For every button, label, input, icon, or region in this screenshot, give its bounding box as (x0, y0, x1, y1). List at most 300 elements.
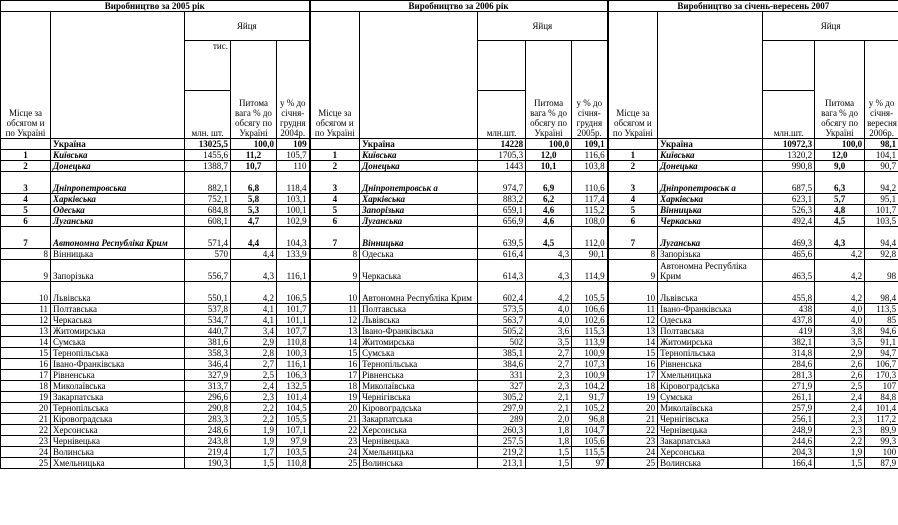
region-cell: Рівненська (360, 370, 478, 381)
share-cell: 12,0 (526, 150, 572, 161)
percent-cell: 113,9 (572, 337, 608, 348)
rank-cell: 1 (310, 150, 360, 161)
production-cell: 281,3 (763, 370, 815, 381)
production-cell: 283,3 (185, 414, 231, 425)
share-cell: 2,3 (526, 370, 572, 381)
region-cell: Закарпатська (658, 436, 763, 447)
percent-cell: 104,5 (277, 403, 310, 414)
thousand-label-2005: тис. (185, 41, 231, 91)
production-cell: 882,1 (185, 172, 231, 194)
share-cell: 1,5 (526, 447, 572, 458)
production-cell: 257,5 (478, 436, 526, 447)
region-cell: Україна (658, 139, 763, 150)
production-cell: 990,8 (763, 161, 815, 172)
rank-cell: 15 (1, 348, 51, 359)
rank-header-2007: Місце за обсягом и по Україні (608, 12, 658, 139)
production-cell: 248,9 (763, 425, 815, 436)
table-row (1, 337, 898, 348)
share-cell: 4,2 (815, 260, 865, 282)
percent-cell: 115,2 (572, 205, 608, 216)
share-header-2007: Питома вага % до обсягу по Україні (815, 41, 865, 139)
percent-cell: 92,8 (865, 249, 898, 260)
share-cell: 3,5 (815, 337, 865, 348)
share-cell: 12,0 (815, 150, 865, 161)
share-cell: 4,4 (231, 249, 277, 260)
percent-cell: 102,6 (572, 315, 608, 326)
share-cell: 4,6 (526, 205, 572, 216)
production-cell: 465,6 (763, 249, 815, 260)
rank-cell: 3 (1, 172, 51, 194)
production-cell: 296,6 (185, 392, 231, 403)
region-cell: Черкаська (360, 260, 478, 282)
percent-cell: 101,1 (277, 315, 310, 326)
share-cell: 4,1 (231, 304, 277, 315)
percent-cell: 110,8 (277, 458, 310, 469)
percent-cell: 98 (865, 260, 898, 282)
percent-cell: 97,9 (277, 436, 310, 447)
region-cell: Чернігівська (360, 392, 478, 403)
region-cell: Кіровоградська (51, 414, 185, 425)
share-cell: 5,3 (231, 205, 277, 216)
region-cell: Закарпатська (51, 392, 185, 403)
rank-cell: 5 (608, 205, 658, 216)
production-cell: 257,9 (763, 403, 815, 414)
table-row (1, 139, 898, 150)
percent-cell: 103,5 (865, 216, 898, 227)
share-cell: 1,8 (526, 425, 572, 436)
rank-cell: 10 (608, 282, 658, 304)
rank-cell: 14 (608, 337, 658, 348)
production-cell: 14228 (478, 139, 526, 150)
region-cell: Тернопільська (360, 359, 478, 370)
production-cell: 385,1 (478, 348, 526, 359)
rank-cell: 3 (310, 172, 360, 194)
percent-cell: 96,8 (572, 414, 608, 425)
table-row (1, 227, 898, 249)
production-cell: 166,4 (763, 458, 815, 469)
table-row (1, 381, 898, 392)
production-cell: 556,7 (185, 260, 231, 282)
share-cell: 2,4 (231, 381, 277, 392)
rank-cell: 21 (1, 414, 51, 425)
rank-cell: 8 (1, 249, 51, 260)
rank-cell: 6 (1, 216, 51, 227)
table-row (1, 458, 898, 469)
section-title-2005: Виробництво за 2005 рік (1, 1, 310, 12)
production-cell: 526,3 (763, 205, 815, 216)
rank-cell (310, 139, 360, 150)
rank-cell: 16 (1, 359, 51, 370)
production-cell: 313,7 (185, 381, 231, 392)
share-cell: 4,0 (526, 315, 572, 326)
region-cell: Миколаївська (360, 381, 478, 392)
region-cell: Дніпропетровськ а (360, 172, 478, 194)
rank-cell: 13 (1, 326, 51, 337)
percent-cell: 90,1 (572, 249, 608, 260)
rank-cell: 7 (310, 227, 360, 249)
table-row (1, 205, 898, 216)
percent-cell: 100,3 (277, 348, 310, 359)
production-cell: 752,1 (185, 194, 231, 205)
share-cell: 4,6 (526, 216, 572, 227)
rank-cell: 14 (310, 337, 360, 348)
rank-cell: 16 (310, 359, 360, 370)
region-cell: Тернопільська (51, 403, 185, 414)
percent-cell: 104,1 (865, 150, 898, 161)
percent-cell: 113,5 (865, 304, 898, 315)
region-cell: Донецька (51, 161, 185, 172)
rank-cell: 11 (1, 304, 51, 315)
share-cell: 4,3 (815, 227, 865, 249)
rank-cell: 16 (608, 359, 658, 370)
rank-cell: 19 (1, 392, 51, 403)
production-cell: 616,4 (478, 249, 526, 260)
table-row (1, 392, 898, 403)
production-cell: 437,8 (763, 315, 815, 326)
share-cell: 4,0 (815, 304, 865, 315)
region-cell: Київська (658, 150, 763, 161)
rank-cell: 19 (608, 392, 658, 403)
rank-cell: 18 (310, 381, 360, 392)
rank-cell: 11 (310, 304, 360, 315)
rank-cell: 20 (1, 403, 51, 414)
percent-cell: 105,2 (572, 403, 608, 414)
region-cell: Харківська (51, 194, 185, 205)
region-cell: Дніпропетровськ а (658, 172, 763, 194)
percent-cell: 91,7 (572, 392, 608, 403)
production-cell: 502 (478, 337, 526, 348)
percent-cell: 110,8 (277, 337, 310, 348)
region-cell: Волинська (360, 458, 478, 469)
production-cell: 243,8 (185, 436, 231, 447)
share-cell: 2,3 (526, 381, 572, 392)
production-cell: 639,5 (478, 227, 526, 249)
percent-cell: 118,4 (277, 172, 310, 194)
share-cell: 4,5 (815, 216, 865, 227)
production-cell: 571,4 (185, 227, 231, 249)
region-cell: Одеська (658, 315, 763, 326)
rank-cell: 24 (608, 447, 658, 458)
rank-cell: 7 (608, 227, 658, 249)
percent-cell: 94,6 (865, 326, 898, 337)
rank-cell: 25 (608, 458, 658, 469)
region-cell: Чернігівська (658, 414, 763, 425)
percent-cell: 106,6 (572, 304, 608, 315)
region-cell: Київська (360, 150, 478, 161)
rank-header-2005: Місце за обсягом и по Україні (1, 12, 51, 139)
region-cell: Львівська (360, 315, 478, 326)
rank-header-2006: Місце за обсягом и по Україні (310, 12, 360, 139)
rank-cell: 23 (310, 436, 360, 447)
share-cell: 2,7 (526, 348, 572, 359)
rank-cell: 2 (1, 161, 51, 172)
production-cell: 659,1 (478, 205, 526, 216)
production-cell: 244,6 (763, 436, 815, 447)
production-cell: 623,1 (763, 194, 815, 205)
region-cell: Рівненська (51, 370, 185, 381)
region-cell: Херсонська (360, 425, 478, 436)
share-cell: 6,3 (815, 172, 865, 194)
percent-cell: 84,8 (865, 392, 898, 403)
share-cell: 9,0 (815, 161, 865, 172)
percent-cell: 103,5 (277, 447, 310, 458)
production-cell: 534,7 (185, 315, 231, 326)
region-header-2006 (360, 12, 478, 139)
region-cell: Харківська (360, 194, 478, 205)
share-cell: 1,5 (815, 458, 865, 469)
region-cell: Миколаївська (51, 381, 185, 392)
share-cell: 2,3 (231, 392, 277, 403)
share-cell: 2,5 (815, 381, 865, 392)
table-row (1, 304, 898, 315)
share-cell: 2,3 (815, 425, 865, 436)
table-row (1, 150, 898, 161)
region-cell: Львівська (51, 282, 185, 304)
percent-cell: 104,2 (572, 381, 608, 392)
table-row (1, 436, 898, 447)
percent-cell: 116,6 (572, 150, 608, 161)
production-cell: 290,8 (185, 403, 231, 414)
production-cell: 419 (763, 326, 815, 337)
region-cell: Запорізька (658, 249, 763, 260)
region-cell: Одеська (360, 249, 478, 260)
share-cell: 2,5 (231, 370, 277, 381)
share-cell: 1,5 (526, 458, 572, 469)
percent-cell: 106,3 (277, 370, 310, 381)
share-cell: 2,1 (526, 403, 572, 414)
share-cell: 4,0 (815, 315, 865, 326)
share-cell: 2,1 (526, 392, 572, 403)
region-cell: Вінницька (360, 227, 478, 249)
section-title-2007: Виробництво за січень-вересень 2007 (608, 1, 898, 12)
region-cell: Україна (360, 139, 478, 150)
share-cell: 6,9 (526, 172, 572, 194)
share-cell: 2,9 (815, 348, 865, 359)
share-cell: 1,8 (526, 436, 572, 447)
production-cell: 204,3 (763, 447, 815, 458)
table-row (1, 194, 898, 205)
percent-cell: 97 (572, 458, 608, 469)
production-cell: 550,1 (185, 282, 231, 304)
region-cell: Одеська (51, 205, 185, 216)
section-title-2006: Виробництво за 2006 рік (310, 1, 608, 12)
production-cell: 1705,3 (478, 150, 526, 161)
region-cell: Донецька (658, 161, 763, 172)
production-cell: 1455,6 (185, 150, 231, 161)
rank-cell: 4 (310, 194, 360, 205)
percent-cell: 101,4 (865, 403, 898, 414)
production-cell: 438 (763, 304, 815, 315)
region-cell: Сумська (360, 348, 478, 359)
share-cell: 4,1 (231, 315, 277, 326)
share-cell: 100,0 (231, 139, 277, 150)
percent-cell: 115,5 (572, 447, 608, 458)
share-cell: 2,9 (231, 337, 277, 348)
rank-cell: 8 (608, 249, 658, 260)
share-cell: 4,2 (815, 282, 865, 304)
production-cell: 219,4 (185, 447, 231, 458)
percent-cell: 102,9 (277, 216, 310, 227)
percent-cell: 100 (865, 447, 898, 458)
region-cell: Донецька (360, 161, 478, 172)
region-cell: Житомирська (658, 337, 763, 348)
rank-cell: 10 (1, 282, 51, 304)
unit-label-2006: млн.шт. (478, 91, 526, 139)
rank-cell: 22 (608, 425, 658, 436)
production-cell: 883,2 (478, 194, 526, 205)
rank-cell: 17 (310, 370, 360, 381)
production-cell: 1443 (478, 161, 526, 172)
rank-cell: 9 (608, 260, 658, 282)
percent-cell: 106,7 (865, 359, 898, 370)
region-cell: Чернівецька (360, 436, 478, 447)
share-cell: 2,4 (815, 403, 865, 414)
region-cell: Полтавська (360, 304, 478, 315)
share-cell: 3,5 (526, 337, 572, 348)
rank-cell: 13 (608, 326, 658, 337)
region-cell: Дніпропетровська (51, 172, 185, 194)
pct-header-2005: у % до січня-грудня 2004р. (277, 41, 310, 139)
rank-cell (608, 139, 658, 150)
production-cell: 570 (185, 249, 231, 260)
production-cell: 1320,2 (763, 150, 815, 161)
percent-cell: 103,8 (572, 161, 608, 172)
table-row (1, 216, 898, 227)
table-row (1, 414, 898, 425)
rank-cell: 6 (608, 216, 658, 227)
rank-cell: 18 (1, 381, 51, 392)
percent-cell: 109,1 (572, 139, 608, 150)
region-cell: Вінницька (51, 249, 185, 260)
rank-cell: 12 (310, 315, 360, 326)
percent-cell: 98,4 (865, 282, 898, 304)
percent-cell: 101,7 (865, 205, 898, 216)
production-cell: 213,1 (478, 458, 526, 469)
region-cell: Чернівецька (51, 436, 185, 447)
production-cell: 563,7 (478, 315, 526, 326)
unit-label-2005: млн. шт. (185, 91, 231, 139)
share-cell: 4,8 (815, 205, 865, 216)
production-cell: 608,1 (185, 216, 231, 227)
rank-cell: 1 (608, 150, 658, 161)
region-cell: Черкаська (51, 315, 185, 326)
region-cell: Луганська (360, 216, 478, 227)
share-cell: 1,9 (815, 447, 865, 458)
rank-cell: 20 (608, 403, 658, 414)
share-cell: 1,9 (231, 425, 277, 436)
production-cell: 382,1 (763, 337, 815, 348)
share-cell: 100,0 (526, 139, 572, 150)
share-cell: 2,2 (231, 403, 277, 414)
production-cell: 492,4 (763, 216, 815, 227)
region-cell: Тернопільська (658, 348, 763, 359)
table-row (1, 172, 898, 194)
percent-cell: 100,9 (572, 370, 608, 381)
rank-cell: 8 (310, 249, 360, 260)
share-cell: 4,2 (231, 282, 277, 304)
region-cell: Івано-Франківська (51, 359, 185, 370)
production-cell: 346,4 (185, 359, 231, 370)
percent-cell: 110,6 (572, 172, 608, 194)
share-cell: 1,9 (231, 436, 277, 447)
region-cell: Черкаська (658, 216, 763, 227)
table-row (1, 348, 898, 359)
region-cell: Житомирська (360, 337, 478, 348)
production-cell: 314,8 (763, 348, 815, 359)
region-cell: Рівненська (658, 359, 763, 370)
production-cell: 13025,5 (185, 139, 231, 150)
production-cell: 331 (478, 370, 526, 381)
region-cell: Тернопільська (51, 348, 185, 359)
percent-cell: 108,0 (572, 216, 608, 227)
percent-cell: 117,4 (572, 194, 608, 205)
percent-cell: 94,2 (865, 172, 898, 194)
rank-cell: 9 (1, 260, 51, 282)
table-row (1, 326, 898, 337)
share-cell: 2,4 (815, 392, 865, 403)
percent-cell: 133,9 (277, 249, 310, 260)
region-cell: Автономна Республіка Крим (51, 227, 185, 249)
production-cell: 469,3 (763, 227, 815, 249)
production-cell: 1388,7 (185, 161, 231, 172)
share-cell: 6,8 (231, 172, 277, 194)
eggs-header-2006: Яйця (478, 12, 608, 41)
rank-cell: 25 (1, 458, 51, 469)
percent-cell: 112,0 (572, 227, 608, 249)
region-cell: Запорізька (51, 260, 185, 282)
share-cell: 11,2 (231, 150, 277, 161)
rank-cell: 3 (608, 172, 658, 194)
share-cell: 5,7 (815, 194, 865, 205)
region-cell: Херсонська (51, 425, 185, 436)
percent-cell: 101,7 (277, 304, 310, 315)
rank-cell: 23 (608, 436, 658, 447)
share-cell: 100,0 (815, 139, 865, 150)
region-cell: Чернівецька (658, 425, 763, 436)
rank-cell: 19 (310, 392, 360, 403)
region-cell: Автономна Республіка Крим (658, 260, 763, 282)
pct-header-2007: у % до січня-вересня 2006р. (865, 41, 898, 139)
unit-spacer-2007 (763, 41, 815, 91)
share-cell: 2,0 (526, 414, 572, 425)
rank-cell: 7 (1, 227, 51, 249)
table-row (1, 161, 898, 172)
percent-cell: 89,9 (865, 425, 898, 436)
percent-cell: 94,7 (865, 348, 898, 359)
rank-cell: 17 (1, 370, 51, 381)
share-cell: 4,5 (526, 227, 572, 249)
rank-cell: 5 (1, 205, 51, 216)
production-cell: 684,8 (185, 205, 231, 216)
rank-cell: 20 (310, 403, 360, 414)
percent-cell: 98,1 (865, 139, 898, 150)
table-row (1, 282, 898, 304)
share-cell: 4,7 (231, 216, 277, 227)
percent-cell: 105,5 (572, 282, 608, 304)
region-cell: Кіровоградська (658, 381, 763, 392)
share-cell: 2,6 (815, 359, 865, 370)
percent-cell: 116,1 (277, 260, 310, 282)
unit-label-2007: млн.шт. (763, 91, 815, 139)
rank-cell: 4 (1, 194, 51, 205)
production-cell: 190,3 (185, 458, 231, 469)
production-cell: 656,9 (478, 216, 526, 227)
rank-cell: 21 (608, 414, 658, 425)
percent-cell: 170,3 (865, 370, 898, 381)
rank-cell: 22 (1, 425, 51, 436)
percent-cell: 99,3 (865, 436, 898, 447)
region-cell: Волинська (51, 447, 185, 458)
